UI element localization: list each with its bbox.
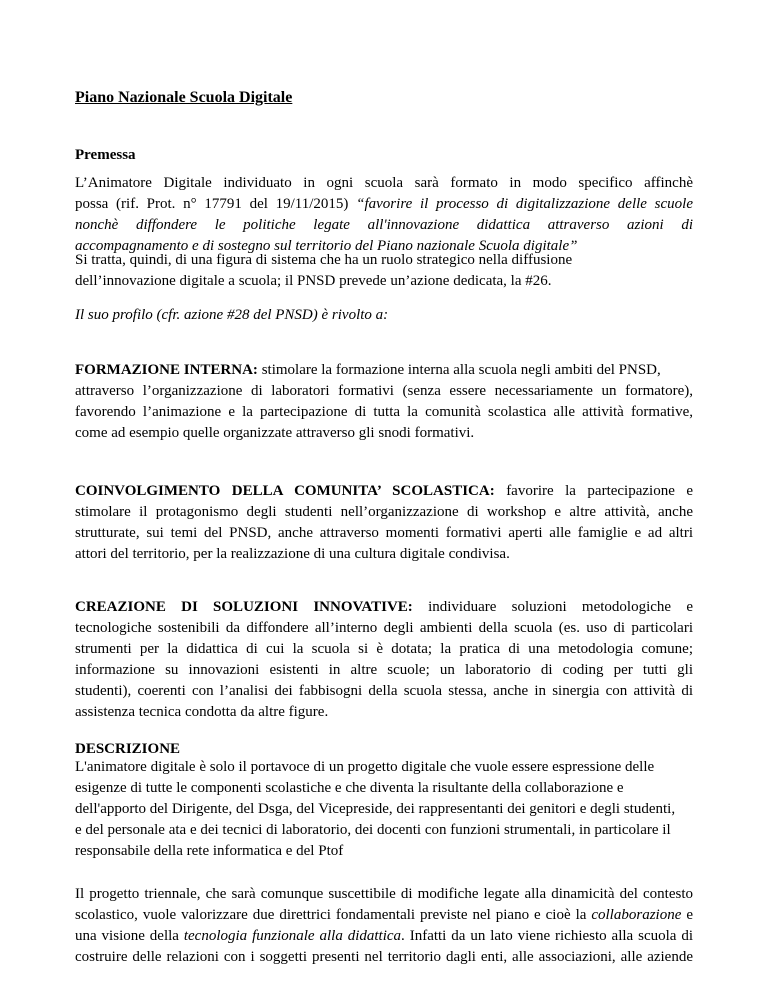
progetto-line — [75, 905, 693, 926]
formazione-line: come ad esempio quelle organizzate attraverso gli snodi formativi. — [75, 425, 475, 441]
creazione-line — [75, 597, 693, 618]
descrizione-heading: DESCRIZIONE — [75, 741, 181, 757]
formazione-line: favorendo l’animazione e la partecipazione di tutta la comunità scolastica alle attività formative, — [75, 404, 693, 420]
descrizione-line: esigenze di tutte le componenti scolastiche e che diventa la risultante della collaborazione e — [75, 780, 624, 796]
creazione-line: informazione su innovazioni esistenti in altre scuole; un laboratorio di coding per tutti gli — [75, 662, 693, 678]
premessa-quote: “favorire il processo di digitalizzazione delle scuole — [356, 196, 693, 212]
premessa-line: L’Animatore Digitale individuato in ogni scuola sarà formato in modo specifico affinchè — [75, 175, 693, 191]
premessa-heading: Premessa — [75, 147, 136, 163]
progetto-text: e — [681, 907, 693, 923]
profilo-line: Il suo profilo (cfr. azione #28 del PNSD) è rivolto a: — [75, 307, 389, 323]
document-title: Piano Nazionale Scuola Digitale — [75, 89, 293, 106]
descrizione-line: L'animatore digitale è solo il portavoce di un progetto digitale che vuole essere espressione delle — [75, 759, 655, 775]
progetto-line — [75, 926, 693, 947]
formazione-text: stimolare la formazione interna alla scuola negli ambiti del PNSD, — [257, 362, 661, 378]
sistema-line: dell’innovazione digitale a scuola; il PNSD prevede un’azione dedicata, la #26. — [75, 273, 552, 289]
creazione-keyword: CREAZIONE DI SOLUZIONI INNOVATIVE: — [75, 599, 413, 615]
descrizione-paragraph — [75, 757, 693, 862]
premessa-text: possa (rif. Prot. n° 17791 del 19/11/2015) — [75, 196, 357, 212]
progetto-paragraph — [75, 884, 693, 968]
progetto-emphasis: tecnologia funzionale alla didattica — [183, 928, 402, 944]
descrizione-line: dell'apporto del Dirigente, del Dsga, del Vicepreside, dei rappresentanti dei genitori e degli studenti, — [75, 801, 676, 817]
coinvolgimento-line: stimolare il protagonismo degli studenti nell’organizzazione di workshop e altre attività, anche — [75, 504, 693, 520]
formazione-keyword: FORMAZIONE INTERNA: — [75, 362, 258, 378]
formazione-line — [75, 360, 693, 381]
coinvolgimento-text: favorire la partecipazione e — [494, 483, 693, 499]
formazione-paragraph — [75, 360, 693, 444]
coinvolgimento-keyword: COINVOLGIMENTO DELLA COMUNITA’ SCOLASTICA: — [75, 483, 495, 499]
premessa-line — [75, 194, 693, 215]
progetto-emphasis: collaborazione — [591, 907, 682, 923]
premessa-quote-line: accompagnamento e di sostegno sul territorio del Piano nazionale Scuola digitale” — [75, 238, 578, 254]
descrizione-line: e del personale ata e dei tecnici di laboratorio, dei docenti con funzioni strumentali, in particolare il — [75, 822, 671, 838]
creazione-text: individuare soluzioni metodologiche e — [412, 599, 693, 615]
sistema-line: Si tratta, quindi, di una figura di sistema che ha un ruolo strategico nella diffusione — [75, 252, 573, 268]
creazione-line: studenti), coerenti con l’analisi dei fabbisogni della scuola stessa, anche in sinergia con attività di — [75, 683, 693, 699]
coinvolgimento-line: attori del territorio, per la realizzazione di una cultura digitale condivisa. — [75, 546, 510, 562]
formazione-line: attraverso l’organizzazione di laboratori formativi (senza essere necessariamente un formatore), — [75, 383, 693, 399]
creazione-line: strumenti per la didattica di cui la scuola si è dotata; la pratica di una metodologia comune; — [75, 641, 693, 657]
creazione-paragraph — [75, 597, 693, 723]
coinvolgimento-paragraph — [75, 481, 693, 565]
premessa-quote-line: nonchè diffondere le politiche legate all'innovazione didattica attraverso azioni di — [75, 217, 693, 233]
progetto-text: una visione della — [75, 928, 184, 944]
descrizione-line: responsabile della rete informatica e del Ptof — [75, 843, 344, 859]
coinvolgimento-line — [75, 481, 693, 502]
sistema-paragraph — [75, 250, 693, 292]
progetto-text: scolastico, vuole valorizzare due direttrici fondamentali previste nel piano e cioè la — [75, 907, 592, 923]
creazione-line: tecnologiche sostenibili da diffondere all’interno degli ambienti della scuola (es. uso di particolari — [75, 620, 693, 636]
premessa-paragraph — [75, 173, 693, 257]
coinvolgimento-line: strutturate, sui temi del PNSD, anche attraverso momenti formativi aperti alle famiglie e ad altri — [75, 525, 693, 541]
progetto-line: costruire delle relazioni con i soggetti presenti nel territorio dagli enti, alle associazioni, alle aziende — [75, 949, 693, 965]
progetto-line: Il progetto triennale, che sarà comunque suscettibile di modifiche legate alla dinamicità del contesto — [75, 886, 693, 902]
creazione-line: assistenza tecnica condotta da altre figure. — [75, 704, 329, 720]
progetto-text: . Infatti da un lato viene richiesto alla scuola di — [401, 928, 693, 944]
